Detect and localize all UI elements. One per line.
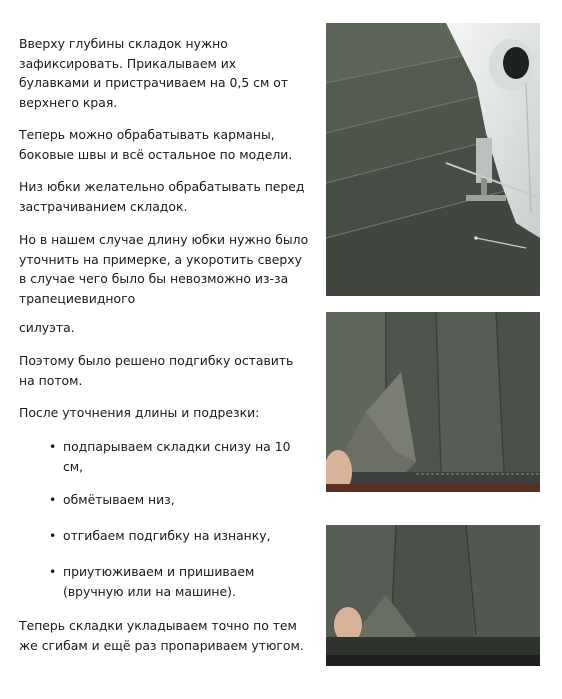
paragraph-hem-before: Низ юбки желательно обрабатывать перед застрачиванием складок. [19,179,305,214]
paragraph-fitting: Но в нашем случае длину юбки нужно было уточнить на примерке, а укоротить сверху в случае чего было бы невозможно из-за трапециевидного [19,232,309,306]
paragraph-after-trim: После уточнения длины и подрезки: [19,405,260,420]
paragraph-hem-later: Поэтому было решено подгибку оставить на потом. [19,353,294,388]
paragraph-final-press: Теперь складки укладываем точно по тем же сгибам и ещё раз пропариваем утюгом. [19,618,304,653]
list-item-text: подпарываем складки снизу на 10 см, [63,439,291,474]
list-item [49,526,303,546]
list-item-text: отгибаем подгибку на изнанку, [63,528,271,543]
bullet-icon: • [49,492,57,507]
photo-hem-folded [326,525,540,666]
paragraph-pin-pleats: Вверху глубины складок нужно зафиксировать. Прикалываем их булавками и пристрачиваем на 0,5 см от верхнего края. [19,36,289,110]
list-item [49,437,303,476]
photo-hem-unpicked [326,312,540,492]
paragraph-pockets: Теперь можно обрабатывать карманы, боковые швы и всё остальное по модели. [19,127,293,162]
list-item-text: обмётываем низ, [63,492,175,507]
hem-unpicked-image [326,312,540,492]
sewing-machine-image [326,23,540,296]
list-item-text: приутюживаем и пришиваем (вручную или на машине). [63,564,255,599]
bullet-icon: • [49,528,57,543]
bullet-icon: • [49,564,57,579]
paragraph-silhouette: силуэта. [19,320,75,335]
list-item [49,562,303,601]
photo-sewing-machine [326,23,540,296]
hem-folded-image [326,525,540,666]
list-item [49,490,303,510]
bullet-icon: • [49,439,57,454]
